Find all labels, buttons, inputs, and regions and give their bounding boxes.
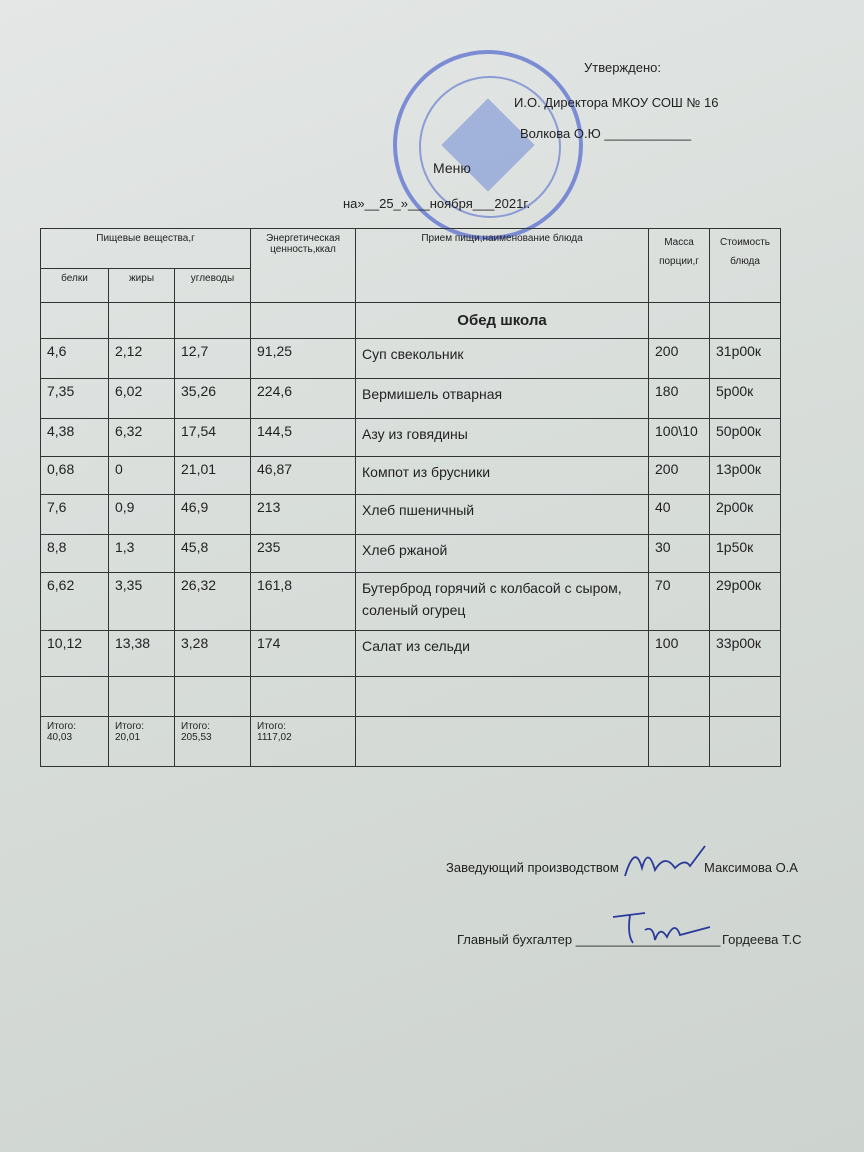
- cell-mass: 100\10: [649, 419, 710, 457]
- cell-energy: 224,6: [251, 379, 356, 419]
- table-row: [41, 631, 781, 677]
- table-row: [41, 419, 781, 457]
- cell-fat: 13,38: [109, 631, 175, 677]
- total-energy: 1117,02: [257, 732, 292, 743]
- cell-energy: 91,25: [251, 339, 356, 379]
- header-energy: Энергетическая ценность,ккал: [251, 229, 356, 303]
- cell-energy: 235: [251, 535, 356, 573]
- cell-mass: 70: [649, 573, 710, 631]
- total-carbs: 205,53: [181, 732, 212, 743]
- cell-carbs: 17,54: [175, 419, 251, 457]
- table-row: [41, 379, 781, 419]
- header-nutrients: Пищевые вещества,г: [41, 229, 251, 269]
- totals-label: Итого:: [115, 721, 144, 732]
- cell-energy: 46,87: [251, 457, 356, 495]
- table-row: [41, 495, 781, 535]
- cell-mass: 200: [649, 457, 710, 495]
- cell-carbs: 21,01: [175, 457, 251, 495]
- cell-protein: 7,6: [41, 495, 109, 535]
- cell-carbs: 46,9: [175, 495, 251, 535]
- cell-fat: 6,32: [109, 419, 175, 457]
- cell-fat: 2,12: [109, 339, 175, 379]
- cell-protein: 8,8: [41, 535, 109, 573]
- cell-protein: 7,35: [41, 379, 109, 419]
- cell-energy: 174: [251, 631, 356, 677]
- cell-dish: Суп свекольник: [356, 339, 649, 379]
- table-row: [41, 339, 781, 379]
- cell-carbs: 12,7: [175, 339, 251, 379]
- cell-fat: 0: [109, 457, 175, 495]
- cell-cost: 31р00к: [710, 339, 781, 379]
- cell-protein: 4,6: [41, 339, 109, 379]
- cell-dish: Бутерброд горячий с колбасой с сыром, соленый огурец: [356, 573, 649, 631]
- cell-mass: 200: [649, 339, 710, 379]
- accountant-signature: [605, 905, 715, 950]
- cell-protein: 6,62: [41, 573, 109, 631]
- menu-title: Меню: [433, 160, 471, 176]
- total-fat: 20,01: [115, 732, 141, 743]
- manager-name: Максимова О.А: [704, 860, 798, 875]
- cell-dish: Хлеб пшеничный: [356, 495, 649, 535]
- section-title: Обед школа: [356, 303, 649, 339]
- totals-label: Итого:: [181, 721, 210, 732]
- menu-table: [40, 228, 781, 767]
- cell-dish: Компот из брусники: [356, 457, 649, 495]
- cell-cost: 1р50к: [710, 535, 781, 573]
- cell-fat: 6,02: [109, 379, 175, 419]
- cell-cost: 13р00к: [710, 457, 781, 495]
- table-row: [41, 535, 781, 573]
- cell-mass: 30: [649, 535, 710, 573]
- cell-cost: 29р00к: [710, 573, 781, 631]
- cell-energy: 161,8: [251, 573, 356, 631]
- cell-mass: 100: [649, 631, 710, 677]
- header-dish: Прием пищи,наименование блюда: [356, 229, 649, 303]
- totals-label: Итого:: [257, 721, 286, 732]
- accountant-label: Главный бухгалтер ____________________: [457, 932, 721, 947]
- approved-label: Утверждено:: [584, 60, 661, 75]
- cell-carbs: 3,28: [175, 631, 251, 677]
- cell-energy: 213: [251, 495, 356, 535]
- cell-protein: 4,38: [41, 419, 109, 457]
- cell-protein: 10,12: [41, 631, 109, 677]
- manager-signature: [620, 838, 710, 883]
- cell-carbs: 35,26: [175, 379, 251, 419]
- cell-fat: 1,3: [109, 535, 175, 573]
- cell-dish: Вермишель отварная: [356, 379, 649, 419]
- official-stamp: [393, 50, 583, 240]
- director-position: И.О. Директора МКОУ СОШ № 16: [514, 95, 719, 110]
- cell-dish: Салат из сельди: [356, 631, 649, 677]
- totals-label: Итого:: [47, 721, 76, 732]
- cell-mass: 40: [649, 495, 710, 535]
- cell-mass: 180: [649, 379, 710, 419]
- cell-cost: 5р00к: [710, 379, 781, 419]
- table-row: [41, 457, 781, 495]
- table-row: [41, 573, 781, 631]
- cell-cost: 2р00к: [710, 495, 781, 535]
- cell-dish: Азу из говядины: [356, 419, 649, 457]
- totals-row: [41, 717, 781, 767]
- cell-fat: 3,35: [109, 573, 175, 631]
- menu-date: на»__25_»___ноября___2021г.: [343, 196, 531, 211]
- cell-fat: 0,9: [109, 495, 175, 535]
- header-mass: Масса порции,г: [649, 229, 710, 303]
- cell-carbs: 26,32: [175, 573, 251, 631]
- accountant-name: Гордеева Т.С: [722, 932, 802, 947]
- header-cost: Стоимость блюда: [710, 229, 781, 303]
- header-fat: жиры: [109, 269, 175, 303]
- cell-dish: Хлеб ржаной: [356, 535, 649, 573]
- cell-cost: 33р00к: [710, 631, 781, 677]
- header-carbs: углеводы: [175, 269, 251, 303]
- cell-protein: 0,68: [41, 457, 109, 495]
- header-protein: белки: [41, 269, 109, 303]
- cell-cost: 50р00к: [710, 419, 781, 457]
- total-protein: 40,03: [47, 732, 73, 743]
- director-name: Волкова О.Ю ____________: [520, 126, 692, 141]
- cell-energy: 144,5: [251, 419, 356, 457]
- manager-label: Заведующий производством: [446, 860, 619, 875]
- cell-carbs: 45,8: [175, 535, 251, 573]
